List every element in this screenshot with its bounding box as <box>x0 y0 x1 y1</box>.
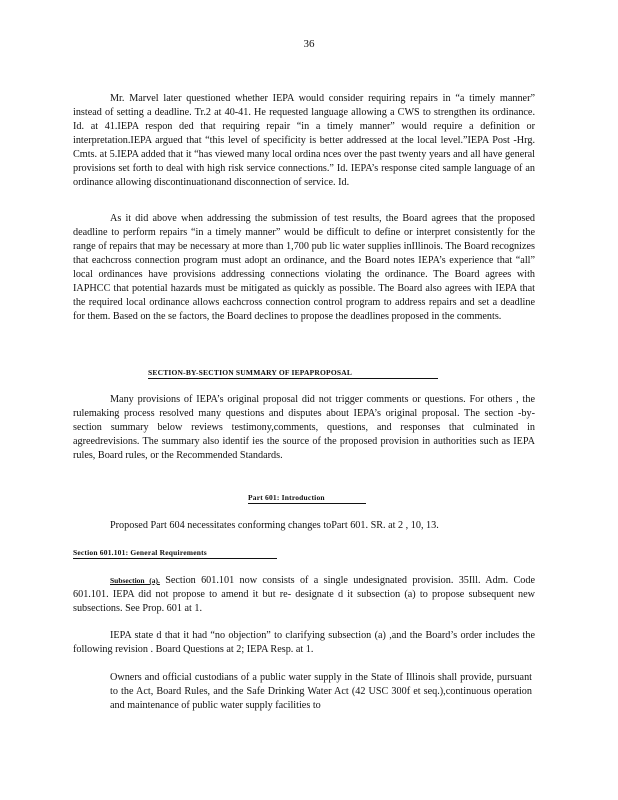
subsection-a-label: Subsection (a). <box>110 576 160 585</box>
heading-section-summary: SECTION-BY-SECTION SUMMARY OF IEPAPROPOSAL <box>148 368 438 379</box>
paragraph-part-604-changes: Proposed Part 604 necessitates conforming changes toPart 601. SR. at 2 , 10, 13. <box>110 520 439 531</box>
heading-part-601: Part 601: Introduction <box>248 493 366 504</box>
paragraph-board-timely-manner: As it did above when addressing the submission of test results, the Board agrees that the proposed deadline to perform repairs “in a timely manner” would be difficult to define or interpret consistently for the range of repairs that may be necessary at more than 1,700 pub lic water supplies inIllinois. The Board recognizes that eachcross connection program must adopt an ordinance, and the Board notes IEPA’s experience that “all” local ordinances have provisions addressing connections violating the ordinance. The Board agrees with IAPHCC that potential hazards must be mitigated as quickly as possible. The Board also agrees with IEPA that the required local ordinance allows eachcross connection control program to address repairs and set a deadline for them. Based on the se factors, the Board declines to propose the deadlines proposed in the comments. <box>73 213 535 322</box>
paragraph-marvel-question: Mr. Marvel later questioned whether IEPA would consider requiring repairs in “a timely manner” instead of setting a deadline. Tr.2 at 40-41. He requested language allowing a CWS to strengthen its ordinance. Id. at 41.IEPA respon ded that requiring repair “in a timely manner” would require a definition or interpretation.IEPA argued that “this level of specificity is better addressed at the local level.”IEPA Post -Hrg. Cmts. at 5.IEPA added that it “has viewed many local ordina nces over the past twenty years and all have general provisions set forth to deal with high risk service connections.” Id. IEPA’s response cited sample language of an ordinance allowing discontinuationand disconnection of service. Id. <box>73 93 535 188</box>
page-number: 36 <box>303 38 315 50</box>
paragraph-summary-intro: Many provisions of IEPA’s original proposal did not trigger comments or questions. For others , the rulemaking process resolved many questions and disputes about IEPA’s original proposal. The section -by-section summary below reviews testimony,comments, questions, and responses that culminated in agreedrevisions. The summary also identif ies the source of the proposed provision in authorities such as IEPA rules, Board rules, or the Recommended Standards. <box>73 394 535 461</box>
block-quote-owners: Owners and official custodians of a public water supply in the State of Illinois shall provide, pursuant to the Act, Board Rules, and the Safe Drinking Water Act (42 USC 300f et seq.),continuous operation and maintenance of public water supply facilities to <box>110 672 532 711</box>
paragraph-iepa-no-objection: IEPA state d that it had “no objection” to clarifying subsection (a) ,and the Board’s order includes the following revision . Board Questions at 2; IEPA Resp. at 1. <box>73 630 535 655</box>
heading-section-601-101: Section 601.101: General Requirements <box>73 548 277 559</box>
paragraph-subsection-a <box>73 574 535 616</box>
subsection-a-text: Section 601.101 now consists of a single undesignated provision. 35Ill. Adm. Code 601.101. IEPA did not propose to amend it but re- designate d it subsection (a) to propose subsequent new subsections. See Prop. 601 at 1. <box>73 575 535 614</box>
